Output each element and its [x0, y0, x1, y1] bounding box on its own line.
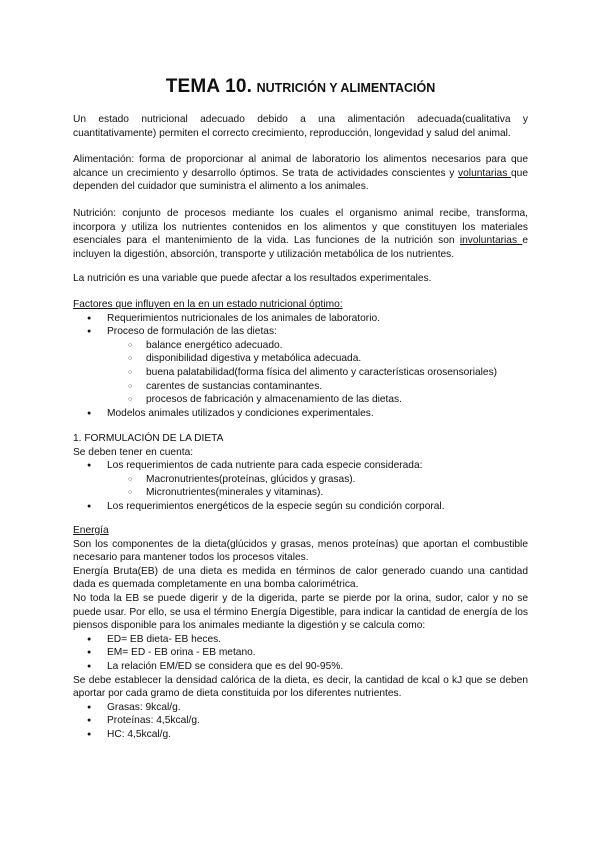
title-number: TEMA 10. — [165, 76, 253, 97]
intro-paragraph: Un estado nutricional adecuado debido a una alimentación adecuada(cualitativa y cuantitativamente) permiten el correcto crecimiento, reproducción, longevidad y salud del animal. — [73, 114, 528, 139]
factores-list — [73, 312, 528, 421]
sub-list-item: ○ procesos de fabricación y almacenamiento de las dietas. — [73, 393, 528, 407]
values-list — [73, 701, 528, 742]
energia-section — [73, 524, 528, 742]
energia-p1: Son los componentes de la dieta(glúcidos y grasas, menos proteínas) que aportan el combustible necesario para mantener todos los procesos vitales. — [73, 538, 528, 564]
factores-heading: Factores que influyen en la en un estado nutricional óptimo: — [73, 299, 343, 310]
formulacion-list — [73, 459, 528, 513]
formulacion-intro: Se deben tener en cuenta: — [73, 446, 194, 458]
list-item: ● Proteínas: 4,5kcal/g. — [73, 714, 528, 728]
sub-list-item: ○ balance energético adecuado. — [73, 339, 528, 353]
sub-list-item: ○ buena palatabilidad(forma física del alimento y características orosensoriales) — [73, 366, 528, 380]
list-item: ● Proceso de formulación de las dietas: — [73, 325, 528, 339]
energia-p4: Se debe establecer la densidad calórica de la dieta, es decir, la cantidad de kcal o kJ que se deben aportar por cada gramo de dieta constituida por los diferentes nutrientes. — [73, 674, 528, 700]
energia-p2: Energía Bruta(EB) de una dieta es medida en términos de calor generado cuando una cantidad dada es quemada completamente en una bomba calorimétrica. — [73, 565, 528, 591]
variable-paragraph: La nutrición es una variable que puede afectar a los resultados experimentales. — [73, 273, 432, 284]
list-item: ● ED= EB dieta- EB heces. — [73, 633, 528, 647]
sub-list-item: ○ Micronutrientes(minerales y vitaminas). — [73, 486, 528, 500]
formulacion-heading: 1. FORMULACIÓN DE LA DIETA — [73, 433, 224, 444]
list-item: ● La relación EM/ED se considera que es del 90-95%. — [73, 660, 528, 674]
page-title — [73, 76, 528, 98]
list-item: ● Los requerimientos energéticos de la especie según su condición corporal. — [73, 500, 528, 514]
list-item: ● Modelos animales utilizados y condiciones experimentales. — [73, 407, 528, 421]
alimentacion-paragraph: Alimentación: forma de proporcionar al animal de laboratorio los alimentos necesarios para que alcance un crecimiento y desarrollo óptimos. Se trata de actividades conscientes y voluntarias que dependen del cuidador que suministra el alimento a los animales. — [73, 154, 528, 193]
underlined-voluntarias: voluntarias — [458, 167, 511, 179]
factores-section — [73, 298, 528, 420]
nutricion-paragraph: Nutrición: conjunto de procesos mediante los cuales el organismo animal recibe, transforma, incorpora y utiliza los nutrientes contenidos en los alimentos y que constituyen los materiales esenciales para el mantenimiento de la vida. Las funciones de la nutrición son involuntarias e incluyen la digestión, absorción, transporte y utilización metabólica de los nutrientes. — [73, 208, 528, 260]
sub-list-item: ○ carentes de sustancias contaminantes. — [73, 380, 528, 394]
energia-p3: No toda la EB se puede digerir y de la digerida, parte se pierde por la orina, sudor, calor y no se puede usar. Por ello, se usa el término Energía Digestible, para indicar la cantidad de energía de los piensos disponible para los animales mediante la digestión y se calcula como: — [73, 592, 528, 632]
list-item: ● Requerimientos nutricionales de los animales de laboratorio. — [73, 312, 528, 326]
title-subtitle: NUTRICIÓN Y ALIMENTACIÓN — [256, 81, 436, 95]
list-item: ● Grasas: 9kcal/g. — [73, 701, 528, 715]
sub-list-item: ○ disponibilidad digestiva y metabólica adecuada. — [73, 352, 528, 366]
formulas-list — [73, 633, 528, 674]
underlined-involuntarias: involuntarias — [459, 235, 523, 247]
list-item: ● Los requerimientos de cada nutriente para cada especie considerada: — [73, 459, 528, 473]
list-item: ● HC: 4,5kcal/g. — [73, 728, 528, 742]
formulacion-section — [73, 432, 528, 514]
sub-list-item: ○ Macronutrientes(proteínas, glúcidos y grasas). — [73, 473, 528, 487]
list-item: ● EM= ED - EB orina - EB metano. — [73, 646, 528, 660]
energia-heading: Energía — [73, 525, 109, 536]
